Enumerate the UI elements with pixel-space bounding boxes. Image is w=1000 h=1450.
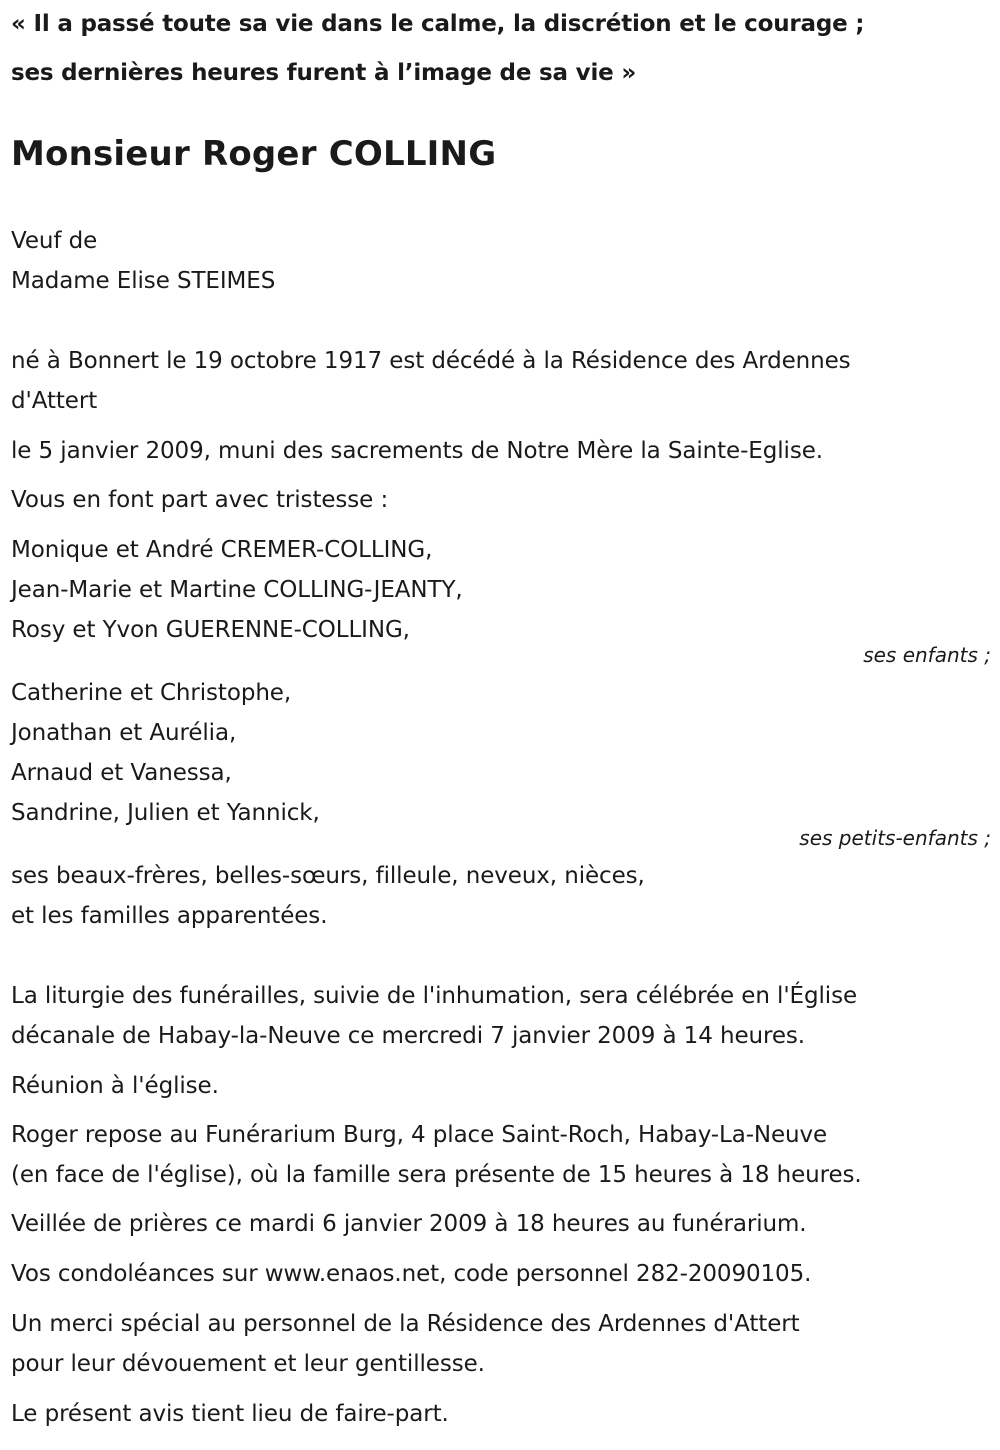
funeral-line-1: La liturgie des funérailles, suivie de l'inhumation, sera célébrée en l'Église	[11, 983, 857, 1009]
vigil-line: Veillée de prières ce mardi 6 janvier 2009 à 18 heures au funérarium.	[11, 1211, 807, 1237]
birth-death-line-1: né à Bonnert le 19 octobre 1917 est décédé à la Résidence des Ardennes	[11, 348, 851, 374]
rest-line-1: Roger repose au Funérarium Burg, 4 place Saint-Roch, Habay-La-Neuve	[11, 1122, 828, 1148]
quote-line-2: ses dernières heures furent à l’image de sa vie »	[11, 60, 636, 86]
relatives-line-2: et les familles apparentées.	[11, 903, 328, 929]
funeral-line-2: décanale de Habay-la-Neuve ce mercredi 7 janvier 2009 à 14 heures.	[11, 1023, 805, 1049]
list-item: Arnaud et Vanessa,	[11, 760, 232, 786]
grandchildren-label: ses petits-enfants ;	[799, 826, 991, 850]
list-item: Rosy et Yvon GUERENNE-COLLING,	[11, 617, 410, 643]
announce-line: Vous en font part avec tristesse :	[11, 487, 389, 513]
condolences-line: Vos condoléances sur www.enaos.net, code personnel 282-20090105.	[11, 1261, 812, 1287]
birth-death-line-2: d'Attert	[11, 388, 98, 414]
widow-line-1: Veuf de	[11, 228, 98, 254]
children-label: ses enfants ;	[863, 643, 991, 667]
list-item: Catherine et Christophe,	[11, 680, 292, 706]
list-item: Monique et André CREMER-COLLING,	[11, 537, 433, 563]
thanks-line-1: Un merci spécial au personnel de la Résidence des Ardennes d'Attert	[11, 1311, 800, 1337]
list-item: Sandrine, Julien et Yannick,	[11, 800, 320, 826]
deceased-name: Monsieur Roger COLLING	[11, 134, 497, 174]
birth-death-line-3: le 5 janvier 2009, muni des sacrements de Notre Mère la Sainte-Eglise.	[11, 438, 823, 464]
list-item: Jonathan et Aurélia,	[11, 720, 237, 746]
relatives-line-1: ses beaux-frères, belles-sœurs, filleule, neveux, nièces,	[11, 863, 645, 889]
list-item: Jean-Marie et Martine COLLING-JEANTY,	[11, 577, 463, 603]
thanks-line-2: pour leur dévouement et leur gentillesse.	[11, 1351, 485, 1377]
rest-line-2: (en face de l'église), où la famille sera présente de 15 heures à 18 heures.	[11, 1162, 862, 1188]
widow-line-2: Madame Elise STEIMES	[11, 268, 276, 294]
meeting-line: Réunion à l'église.	[11, 1073, 219, 1099]
quote-line-1: « Il a passé toute sa vie dans le calme, la discrétion et le courage ;	[11, 11, 865, 37]
notice-line: Le présent avis tient lieu de faire-part.	[11, 1401, 449, 1427]
